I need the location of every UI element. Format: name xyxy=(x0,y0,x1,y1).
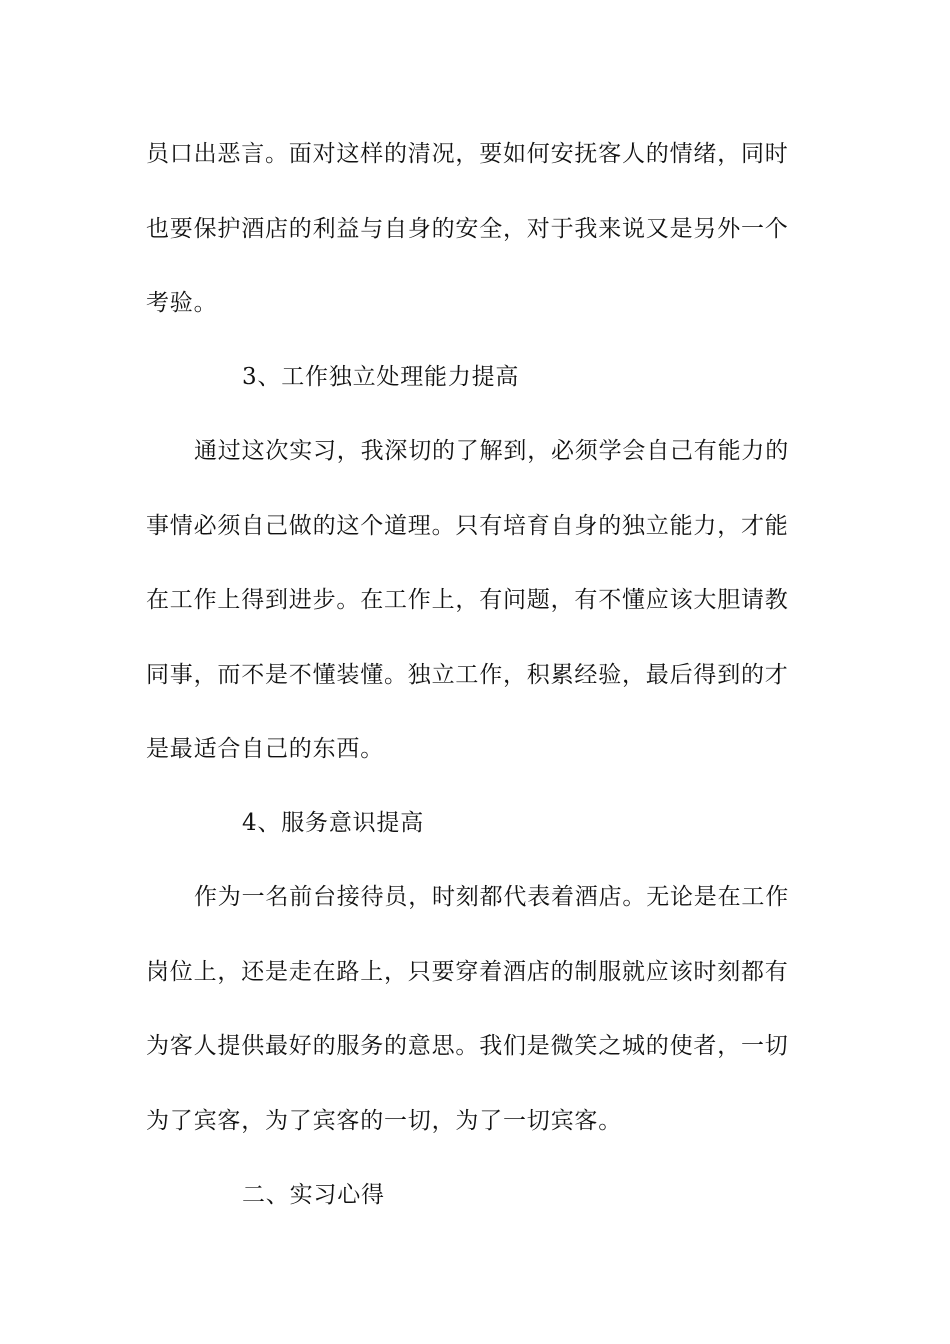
body-text-line: 为了宾客，为了宾客的一切，为了一切宾客。 xyxy=(146,1108,622,1134)
paragraph-first-line: 作为一名前台接待员，时刻都代表着酒店。无论是在工作 xyxy=(194,884,789,910)
body-text-line: 岗位上，还是走在路上，只要穿着酒店的制服就应该时刻都有 xyxy=(146,959,789,985)
body-text-line: 在工作上得到进步。在工作上，有问题，有不懂应该大胆请教 xyxy=(146,587,789,613)
body-text-line: 员口出恶言。面对这样的清况，要如何安抚客人的情绪，同时 xyxy=(146,141,789,167)
section-heading-3: 3、工作独立处理能力提高 xyxy=(242,364,520,390)
body-text-line: 是最适合自己的东西。 xyxy=(146,736,384,762)
body-text-line: 也要保护酒店的利益与自身的安全，对于我来说又是另外一个 xyxy=(146,216,789,242)
body-text-line: 考验。 xyxy=(146,290,218,316)
body-text-line: 事情必须自己做的这个道理。只有培育自身的独立能力，才能 xyxy=(146,513,789,539)
paragraph-first-line: 通过这次实习，我深切的了解到，必须学会自己有能力的 xyxy=(194,438,789,464)
section-heading-4: 4、服务意识提高 xyxy=(242,810,425,836)
body-text-line: 同事，而不是不懂装懂。独立工作，积累经验，最后得到的才 xyxy=(146,662,789,688)
section-heading-2: 二、实习心得 xyxy=(242,1182,385,1208)
body-text-line: 为客人提供最好的服务的意思。我们是微笑之城的使者，一切 xyxy=(146,1033,789,1059)
